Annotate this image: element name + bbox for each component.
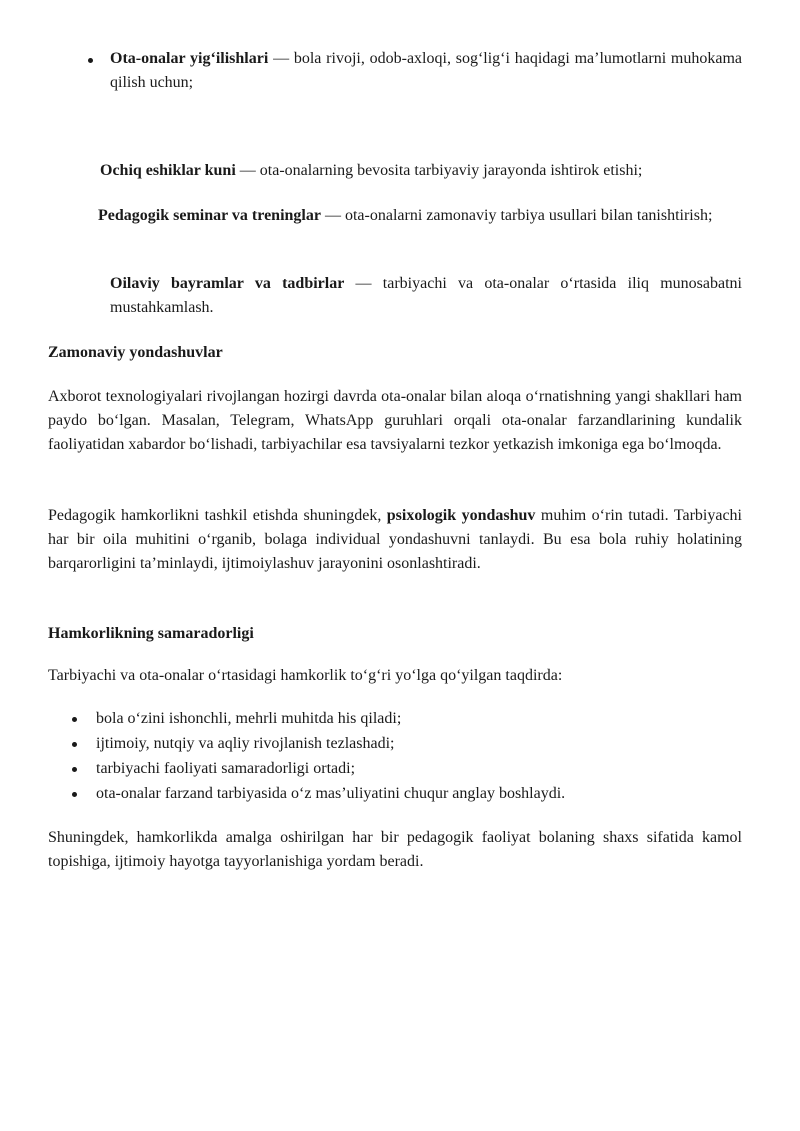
effects-list [72,706,565,806]
bullet-icon [72,742,77,747]
paragraph-closing: Shuningdek, hamkorlikda amalga oshirilgan har bir pedagogik faoliyat bolaning shaxs sifatida kamol topishiga, ijtimoiy hayotga tayyorlanishiga yordam beradi. [48,829,742,870]
list-item-text: bola o‘zini ishonchli, mehrli muhitda his qiladi; [96,710,402,727]
paragraph-text: muhim o‘rin tutadi. Tarbiyachi har bir oila muhitini o‘rganib, bolaga individual yondashuvni tanlaydi. Bu esa bola ruhiy holatining barqarorligini ta’minlaydi, ijtimoiylashuv jarayonini osonlashtiradi. [48,507,742,572]
list-item-text: tarbiyachi faoliyati samaradorligi ortadi; [96,760,356,777]
section-heading-modern: Zamonaviy yondashuvlar [48,344,223,361]
paragraph-intro: Tarbiyachi va ota-onalar o‘rtasidagi hamkorlik to‘g‘ri yo‘lga qo‘yilgan taqdirda: [48,667,563,684]
item-description: — ota-onalarning bevosita tarbiyaviy jarayonda ishtirok etishi; [235,162,643,179]
item-term: Oilaviy bayramlar va tadbirlar [110,275,345,292]
list-item [72,781,565,806]
list-item [72,706,565,731]
paragraph-holidays [110,272,742,320]
list-item-text: ijtimoiy, nutqiy va aqliy rivojlanish tezlashadi; [96,735,395,752]
bullet-icon [72,767,77,772]
paragraph-open-days [100,159,760,183]
paragraph-text: Pedagogik hamkorlikni tashkil etishda shuningdek, [48,507,387,524]
item-term: Pedagogik seminar va treninglar [98,207,321,224]
paragraph-modern: Axborot texnologiyalari rivojlangan hozirgi davrda ota-onalar bilan aloqa o‘rnatishning yangi shakllari ham paydo bo‘lgan. Masalan, Telegram, WhatsApp guruhlari orqali ota-onalar farzandlarining kundalik faoliyatidan xabardor bo‘lishadi, tarbiyachilar esa tavsiyalarni tezkor yetkazish imkoniga ega bo‘lmoqda. [48,388,742,453]
bullet-icon [88,58,93,63]
paragraph-seminars [48,204,742,228]
item-description: — bola rivoji, odob-axloqi, sog‘lig‘i haqidagi ma’lumotlarni muhokama qilish uchun; [110,50,743,91]
item-term: Ota-onalar yig‘ilishlari [110,50,269,67]
list-item [72,756,565,781]
list-item-text: ota-onalar farzand tarbiyasida o‘z mas’uliyatini chuqur anglay boshlaydi. [96,785,566,802]
bullet-icon [72,792,77,797]
item-description: — tarbiyachi va ota-onalar o‘rtasida iliq munosabatni mustahkamlash. [110,275,742,316]
list-item [72,731,565,756]
section-heading-effectiveness: Hamkorlikning samaradorligi [48,625,254,642]
emphasis-term: psixologik yondashuv [386,507,536,524]
bullet-icon [72,717,77,722]
paragraph-psychological [48,504,742,576]
item-description: — ota-onalarni zamonaviy tarbiya usullari bilan tanishtirish; [320,207,713,224]
list-item-text [110,47,742,95]
item-term: Ochiq eshiklar kuni [100,162,236,179]
